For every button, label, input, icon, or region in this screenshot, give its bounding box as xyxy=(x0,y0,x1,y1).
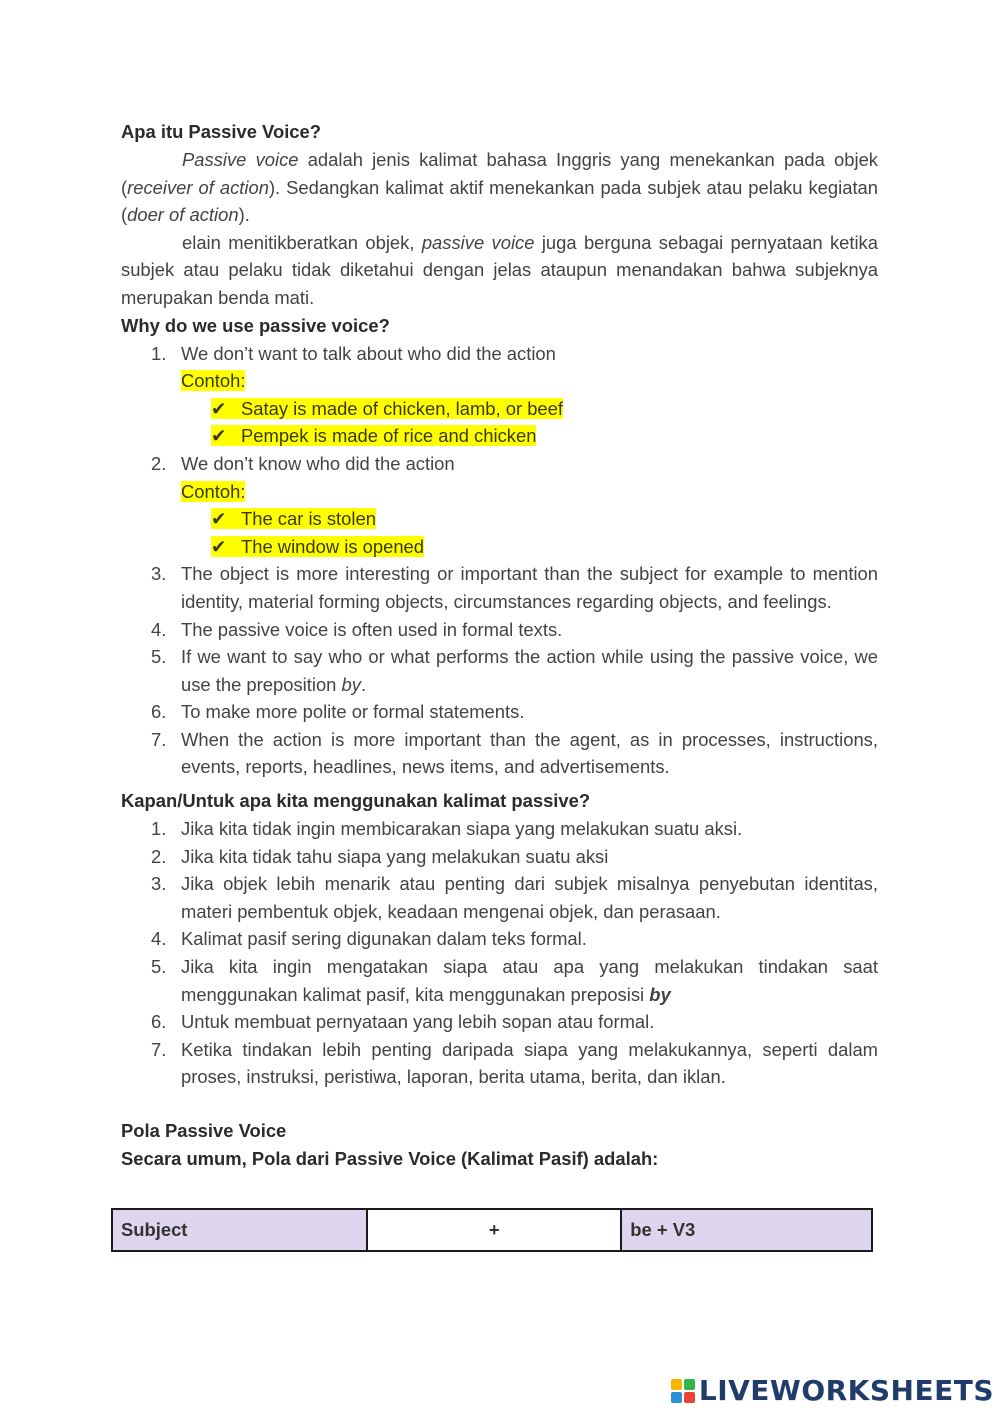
list-number: 2. xyxy=(151,452,167,474)
example-text: Satay is made of chicken, lamb, or beef xyxy=(241,397,563,419)
list-item xyxy=(121,815,878,843)
contoh-text: Contoh: xyxy=(181,480,246,502)
emphasis-by: by xyxy=(649,983,671,1005)
list-item-text: To make more polite or formal statements. xyxy=(181,701,525,723)
list-item xyxy=(121,1036,878,1091)
example-item xyxy=(181,422,878,450)
spacer xyxy=(121,1091,878,1117)
list-item xyxy=(121,340,878,450)
list-item-text: We don’t want to talk about who did the action xyxy=(181,342,556,364)
list-number: 2. xyxy=(151,845,167,867)
list-item-text: If we want to say who or what performs the action while using the passive voice, we use the preposition xyxy=(181,646,878,695)
list-item xyxy=(121,870,878,925)
list-number: 6. xyxy=(151,1011,167,1033)
logo-square xyxy=(684,1392,695,1403)
example-item xyxy=(181,505,878,533)
list-item-end: . xyxy=(360,673,367,695)
paragraph-usage xyxy=(121,229,878,312)
list-item-text: Ketika tindakan lebih penting daripada siapa yang melakukannya, seperti dalam proses, instruksi, peristiwa, laporan, berita utama, berita, dan iklan. xyxy=(181,1038,878,1088)
example-text: Pempek is made of rice and chicken xyxy=(241,425,537,447)
list-item-text: Untuk membuat pernyataan yang lebih sopan atau formal. xyxy=(181,1011,655,1033)
list-number: 5. xyxy=(151,646,167,668)
list-item-text: Jika kita tidak tahu siapa yang melakukan suatu aksi xyxy=(181,845,609,867)
table-row xyxy=(112,1209,872,1251)
term-receiver: receiver of action xyxy=(127,176,269,198)
contoh-label xyxy=(181,478,878,506)
list-number: 6. xyxy=(151,701,167,723)
list-number: 1. xyxy=(151,342,167,364)
list-item xyxy=(121,953,878,1008)
list-item xyxy=(121,560,878,615)
list-number: 1. xyxy=(151,818,167,840)
list-number: 4. xyxy=(151,618,167,640)
logo-square xyxy=(671,1379,682,1390)
example-text: The window is opened xyxy=(241,535,424,557)
table-cell-subject: Subject xyxy=(112,1209,367,1251)
para1-text3: ). xyxy=(238,204,250,226)
checkmark-icon: ✔ xyxy=(211,535,227,557)
term-doer: doer of action xyxy=(127,204,239,226)
term-passive-voice-2: passive voice xyxy=(421,231,535,253)
list-number: 5. xyxy=(151,956,167,978)
list-item-text: Jika kita ingin mengatakan siapa atau apa yang melakukan tindakan saat menggunakan kalimat pasif, kita menggunakan preposisi xyxy=(181,956,878,1005)
liveworksheets-watermark xyxy=(671,1374,994,1407)
list-item-text: The passive voice is often used in formal texts. xyxy=(181,618,563,640)
list-item-text: We don’t know who did the action xyxy=(181,452,455,474)
list-item xyxy=(121,698,878,726)
section-title-why: Why do we use passive voice? xyxy=(121,314,390,336)
list-item-text: Jika kita tidak ingin membicarakan siapa yang melakukan suatu aksi. xyxy=(181,818,743,840)
list-item-text: When the action is more important than the agent, as in processes, instructions, events, reports, headlines, news items, and advertisements. xyxy=(181,728,878,778)
checkmark-icon: ✔ xyxy=(211,508,227,530)
list-item xyxy=(121,726,878,781)
list-number: 7. xyxy=(151,1038,167,1060)
document-body xyxy=(121,118,878,1173)
logo-square xyxy=(671,1392,682,1403)
contoh-text: Contoh: xyxy=(181,370,246,392)
watermark-text: LIVEWORKSHEETS xyxy=(698,1374,994,1407)
example-item xyxy=(181,533,878,561)
list-number: 3. xyxy=(151,873,167,895)
section-title-apa-itu: Apa itu Passive Voice? xyxy=(121,121,321,142)
para2-text2: juga berguna sebagai pernyataan ketika subjek atau pelaku tidak diketahui dengan jelas ataupun menandakan bahwa subjeknya merupakan benda mati. xyxy=(121,231,878,308)
term-passive-voice: Passive voice xyxy=(182,149,299,170)
list-item xyxy=(121,1008,878,1036)
emphasis-by: by xyxy=(341,673,361,695)
para1-text2: ). Sedangkan kalimat aktif menekankan pada subjek atau pelaku kegiatan ( xyxy=(121,176,879,226)
paragraph-definition xyxy=(121,146,878,229)
pattern-table xyxy=(111,1208,873,1252)
para2-text1: elain menitikberatkan objek, xyxy=(182,231,422,253)
liveworksheets-logo-icon xyxy=(671,1379,695,1403)
table-cell-formula: be + V3 xyxy=(621,1209,872,1251)
example-text: The car is stolen xyxy=(241,508,376,530)
para1-text1: adalah jenis kalimat bahasa Inggris yang menekankan pada objek ( xyxy=(121,149,879,198)
example-item xyxy=(181,395,878,423)
list-number: 3. xyxy=(151,563,167,585)
list-item-text: Kalimat pasif sering digunakan dalam teks formal. xyxy=(181,928,587,950)
logo-square xyxy=(684,1379,695,1390)
list-item xyxy=(121,925,878,953)
checkmark-icon: ✔ xyxy=(211,397,227,419)
why-list xyxy=(121,340,878,782)
section-title-kapan: Kapan/Untuk apa kita menggunakan kalimat passive? xyxy=(121,790,591,812)
kapan-list xyxy=(121,815,878,1091)
list-number: 4. xyxy=(151,928,167,950)
list-item xyxy=(121,643,878,698)
checkmark-icon: ✔ xyxy=(211,425,227,447)
list-item xyxy=(121,843,878,871)
contoh-label xyxy=(181,367,878,395)
list-item-text: The object is more interesting or important than the subject for example to mention identity, material forming objects, circumstances regarding objects, and feelings. xyxy=(181,563,878,612)
section-title-pola: Pola Passive Voice xyxy=(121,1120,287,1141)
list-item xyxy=(121,616,878,644)
list-number: 7. xyxy=(151,728,167,750)
list-item-text: Jika objek lebih menarik atau penting dari subjek misalnya penyebutan identitas, materi pembentuk objek, keadaan mengenai objek, dan perasaan. xyxy=(181,873,878,922)
table-cell-plus: + xyxy=(367,1209,621,1251)
section-subtitle-pola: Secara umum, Pola dari Passive Voice (Kalimat Pasif) adalah: xyxy=(121,1148,659,1169)
list-item xyxy=(121,450,878,560)
